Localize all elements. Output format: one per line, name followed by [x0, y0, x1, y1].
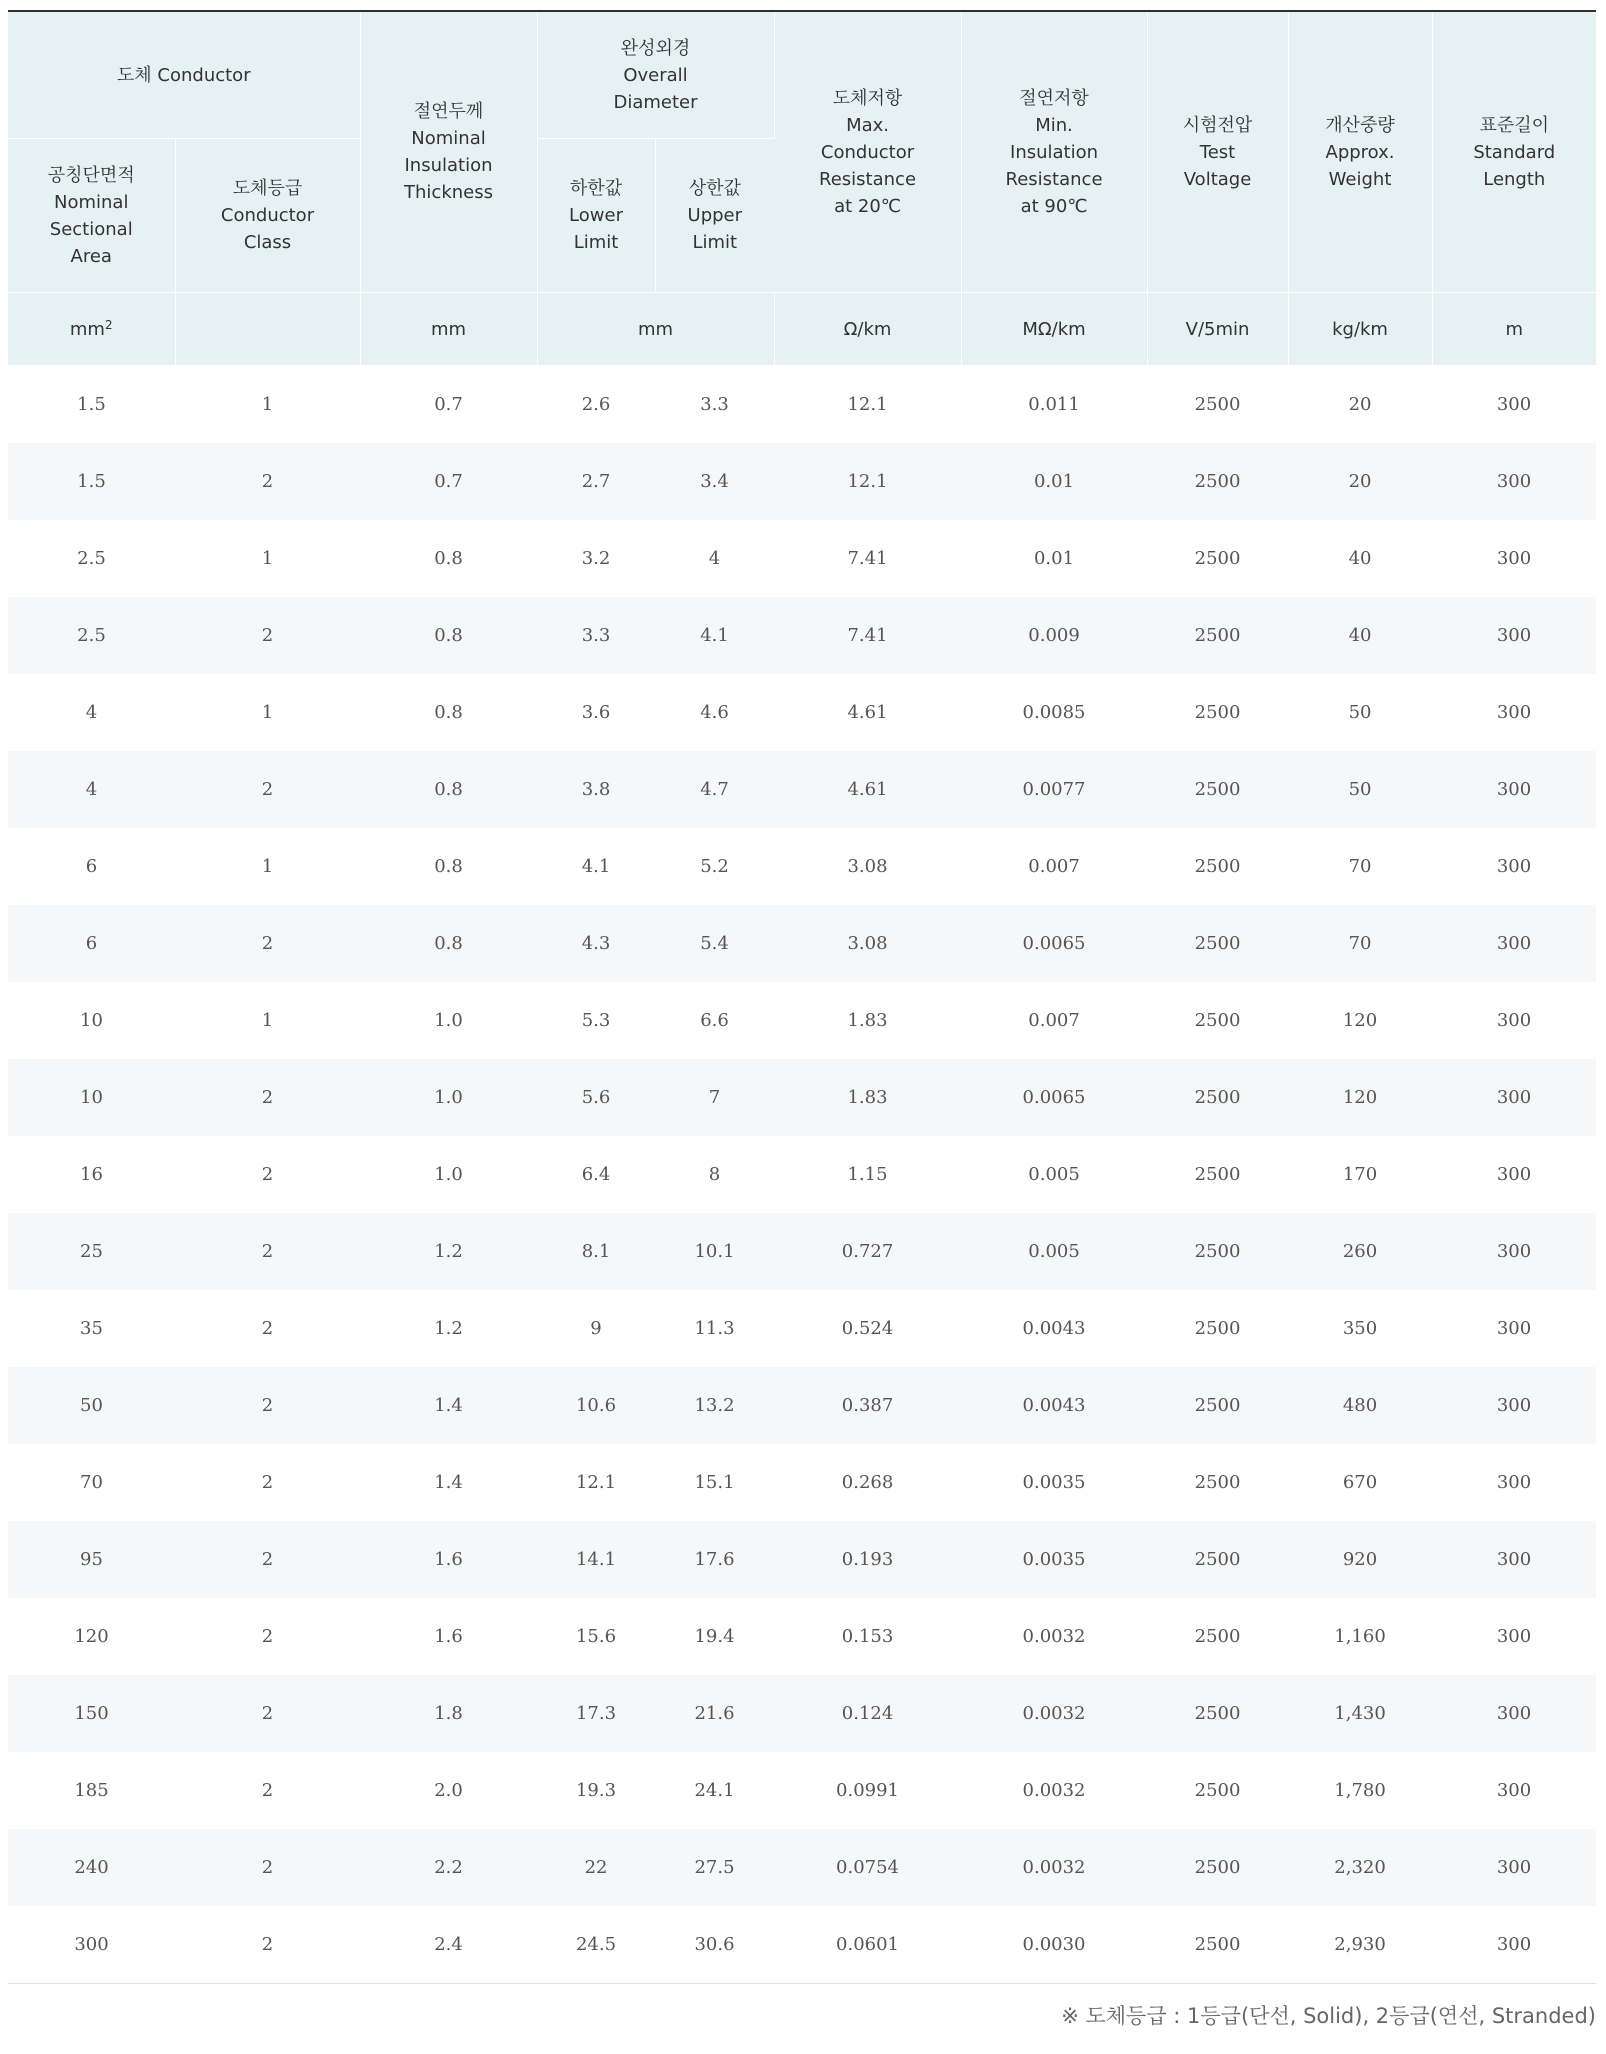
table-row	[8, 1136, 1596, 1213]
table-cell: 0.124	[774, 1675, 961, 1752]
table-cell: 2500	[1194, 1164, 1241, 1185]
table-cell: 21.6	[655, 1675, 774, 1752]
unit-resistance: Ω/km	[774, 293, 961, 366]
table-cell: 2	[175, 1367, 360, 1444]
table-cell: 1.83	[774, 1059, 961, 1136]
table-cell: 3.08	[847, 856, 888, 877]
table-cell: 3.3	[700, 394, 729, 415]
table-cell: 1.5	[8, 443, 175, 520]
table-cell: 2.5	[77, 548, 106, 569]
table-row	[8, 1290, 1596, 1367]
table-cell: 10.6	[537, 1367, 655, 1444]
table-cell: 120	[1288, 1059, 1432, 1136]
table-cell: 4.1	[581, 856, 611, 877]
table-cell: 7.41	[774, 597, 961, 674]
unit-weight: kg/km	[1288, 293, 1432, 366]
table-cell: 0.0032	[961, 1829, 1147, 1906]
table-cell: 20	[1288, 443, 1432, 520]
table-cell: 3.6	[581, 702, 611, 723]
table-cell: 2	[261, 1472, 274, 1493]
table-cell: 0.0032	[961, 1675, 1147, 1752]
table-cell: 22	[537, 1829, 655, 1906]
table-cell: 300	[1496, 856, 1532, 877]
table-cell: 2	[175, 905, 360, 982]
table-cell: 300	[1432, 1675, 1596, 1752]
table-cell: 0.8	[434, 856, 463, 877]
table-cell: 6.6	[700, 1010, 729, 1031]
table-cell: 920	[1288, 1521, 1432, 1598]
table-cell: 300	[1432, 597, 1596, 674]
table-cell: 2500	[1194, 1626, 1241, 1647]
table-cell: 70	[80, 1472, 103, 1493]
table-cell: 0.007	[1028, 1010, 1080, 1031]
table-row	[8, 1521, 1596, 1598]
table-cell: 1.15	[847, 1164, 888, 1185]
table-cell: 300	[1432, 1059, 1596, 1136]
table-cell: 2500	[1194, 548, 1241, 569]
table-cell: 10	[8, 1059, 175, 1136]
header-test-voltage: 시험전압 Test Voltage	[1147, 11, 1288, 293]
table-cell: 1,780	[1334, 1780, 1386, 1801]
unit-length: m	[1432, 293, 1596, 366]
table-cell: 0.8	[434, 548, 463, 569]
table-cell: 12.1	[774, 443, 961, 520]
unit-diameter: mm	[537, 293, 774, 366]
table-cell: 0.727	[774, 1213, 961, 1290]
header-standard-length: 표준길이 Standard Length	[1432, 11, 1596, 293]
table-row	[8, 597, 1596, 674]
table-cell: 2500	[1194, 1318, 1241, 1339]
table-cell: 1.2	[434, 1318, 463, 1339]
table-cell: 16	[80, 1164, 103, 1185]
table-row	[8, 1444, 1596, 1521]
table-cell: 3.08	[774, 905, 961, 982]
unit-insulation-resistance: MΩ/km	[961, 293, 1147, 366]
table-cell: 0.0754	[774, 1829, 961, 1906]
table-cell: 30.6	[655, 1906, 774, 1984]
header-overall-diameter: 완성외경 Overall Diameter	[537, 11, 774, 139]
table-row	[8, 1906, 1596, 1984]
table-cell: 4.61	[774, 751, 961, 828]
table-cell: 17.3	[537, 1675, 655, 1752]
table-cell: 0.0043	[961, 1367, 1147, 1444]
table-cell: 0.0032	[1022, 1626, 1086, 1647]
table-cell: 7.41	[847, 548, 888, 569]
table-cell: 0.0043	[1022, 1318, 1086, 1339]
table-cell: 4.1	[655, 597, 774, 674]
table-cell: 185	[74, 1780, 109, 1801]
table-cell: 2.0	[434, 1780, 463, 1801]
table-cell: 4	[85, 702, 98, 723]
table-cell: 35	[80, 1318, 103, 1339]
table-row	[8, 982, 1596, 1059]
table-cell: 70	[1348, 856, 1372, 877]
table-cell: 2500	[1194, 1010, 1241, 1031]
table-cell: 300	[1496, 1626, 1532, 1647]
table-cell: 0.524	[841, 1318, 894, 1339]
table-cell: 2500	[1147, 597, 1288, 674]
table-cell: 0.0065	[961, 1059, 1147, 1136]
table-cell: 2	[261, 1164, 274, 1185]
header-nominal-area: 공칭단면적 Nominal Sectional Area	[8, 139, 175, 293]
table-cell: 300	[1432, 1521, 1596, 1598]
table-cell: 300	[1496, 702, 1532, 723]
table-cell: 300	[1432, 1367, 1596, 1444]
table-cell: 2500	[1147, 1213, 1288, 1290]
unit-voltage: V/5min	[1147, 293, 1288, 366]
table-cell: 0.7	[360, 443, 537, 520]
table-cell: 2500	[1147, 751, 1288, 828]
table-cell: 5.6	[537, 1059, 655, 1136]
table-cell: 1.0	[360, 1059, 537, 1136]
table-cell: 19.3	[575, 1780, 617, 1801]
table-cell: 3.8	[537, 751, 655, 828]
table-cell: 670	[1342, 1472, 1378, 1493]
table-cell: 1.6	[360, 1521, 537, 1598]
table-cell: 4	[708, 548, 721, 569]
table-cell: 1.2	[360, 1213, 537, 1290]
table-cell: 5.4	[655, 905, 774, 982]
table-cell: 300	[1496, 1318, 1532, 1339]
header-approx-weight: 개산중량 Approx. Weight	[1288, 11, 1432, 293]
table-cell: 6	[85, 856, 98, 877]
header-lower-limit: 하한값 Lower Limit	[537, 139, 655, 293]
cable-spec-table	[8, 10, 1596, 1984]
table-cell: 4	[8, 751, 175, 828]
table-cell: 0.01	[1033, 548, 1075, 569]
table-cell: 1	[261, 702, 274, 723]
table-cell: 20	[1348, 394, 1372, 415]
unit-area: $mm^2$	[8, 293, 175, 366]
table-cell: 2	[261, 1626, 274, 1647]
table-cell: 10.1	[655, 1213, 774, 1290]
table-cell: 0.0077	[961, 751, 1147, 828]
table-row	[8, 751, 1596, 828]
table-cell: 1.4	[360, 1367, 537, 1444]
table-cell: 1.4	[434, 1472, 463, 1493]
table-cell: 2.6	[581, 394, 611, 415]
table-cell: 0.005	[1028, 1164, 1080, 1185]
table-row	[8, 674, 1596, 751]
header-conductor: 도체 Conductor	[8, 11, 360, 139]
table-cell: 0.0085	[1022, 702, 1086, 723]
table-cell: 0.8	[360, 905, 537, 982]
table-cell: 2	[261, 1780, 274, 1801]
table-cell: 300	[1496, 1472, 1532, 1493]
table-cell: 2	[175, 1906, 360, 1984]
table-cell: 2500	[1147, 1521, 1288, 1598]
table-cell: 0.0991	[836, 1780, 900, 1801]
table-row	[8, 520, 1596, 597]
table-row	[8, 1213, 1596, 1290]
table-cell: 3.3	[537, 597, 655, 674]
table-cell: 50	[8, 1367, 175, 1444]
table-row	[8, 443, 1596, 520]
table-cell: 12.1	[847, 394, 888, 415]
table-cell: 2500	[1194, 394, 1241, 415]
table-cell: 0.8	[360, 751, 537, 828]
table-cell: 2500	[1147, 1059, 1288, 1136]
table-cell: 1.5	[77, 394, 106, 415]
table-cell: 300	[1496, 1164, 1532, 1185]
table-cell: 50	[1348, 702, 1372, 723]
table-cell: 1.0	[434, 1010, 463, 1031]
table-cell: 2.7	[537, 443, 655, 520]
table-cell: 19.4	[694, 1626, 735, 1647]
table-cell: 1.0	[434, 1164, 463, 1185]
table-cell: 4.7	[655, 751, 774, 828]
table-cell: 5.3	[581, 1010, 611, 1031]
table-cell: 17.6	[655, 1521, 774, 1598]
table-cell: 300	[1432, 443, 1596, 520]
table-cell: 2500	[1147, 1906, 1288, 1984]
table-cell: 95	[8, 1521, 175, 1598]
table-cell: 11.3	[694, 1318, 735, 1339]
table-cell: 350	[1342, 1318, 1378, 1339]
table-row	[8, 1598, 1596, 1675]
table-cell: 2.5	[8, 597, 175, 674]
table-cell: 6.4	[581, 1164, 611, 1185]
unit-insulation: mm	[360, 293, 537, 366]
table-cell: 13.2	[655, 1367, 774, 1444]
table-cell: 300	[1496, 548, 1532, 569]
table-cell: 40	[1288, 597, 1432, 674]
table-cell: 300	[8, 1906, 175, 1984]
table-cell: 9	[590, 1318, 602, 1339]
table-cell: 15.6	[575, 1626, 617, 1647]
table-cell: 240	[8, 1829, 175, 1906]
table-cell: 0.153	[841, 1626, 894, 1647]
table-body	[8, 366, 1596, 1984]
table-cell: 4.61	[847, 702, 888, 723]
header-insulation-resistance: 절연저항 Min. Insulation Resistance at 90℃	[961, 11, 1147, 293]
table-cell: 300	[1432, 1829, 1596, 1906]
table-cell: 300	[1432, 1213, 1596, 1290]
table-cell: 300	[1496, 1010, 1532, 1031]
table-cell: 5.2	[700, 856, 729, 877]
table-row	[8, 1829, 1596, 1906]
table-row	[8, 1752, 1596, 1829]
table-cell: 2500	[1194, 702, 1241, 723]
table-cell: 8.1	[537, 1213, 655, 1290]
table-cell: 2	[175, 1059, 360, 1136]
table-cell: 170	[1342, 1164, 1378, 1185]
table-cell: 0.8	[360, 597, 537, 674]
table-cell: 0.7	[434, 394, 463, 415]
table-cell: 2.2	[360, 1829, 537, 1906]
spec-table-container	[8, 10, 1596, 1984]
table-cell: 2	[175, 1213, 360, 1290]
table-row	[8, 828, 1596, 905]
table-cell: 4.6	[700, 702, 729, 723]
table-cell: 0.0065	[961, 905, 1147, 982]
table-cell: 1	[261, 394, 274, 415]
table-cell: 3.4	[655, 443, 774, 520]
table-cell: 2.4	[360, 1906, 537, 1984]
table-header	[8, 11, 1596, 366]
table-cell: 40	[1348, 548, 1372, 569]
table-cell: 480	[1288, 1367, 1432, 1444]
table-cell: 0.0032	[1022, 1780, 1086, 1801]
table-cell: 2500	[1194, 1780, 1241, 1801]
table-cell: 2	[175, 1521, 360, 1598]
table-cell: 0.01	[961, 443, 1147, 520]
table-row	[8, 366, 1596, 444]
table-cell: 300	[1432, 905, 1596, 982]
table-cell: 150	[8, 1675, 175, 1752]
table-cell: 2500	[1194, 856, 1241, 877]
table-cell: 2,320	[1288, 1829, 1432, 1906]
table-cell: 0.009	[961, 597, 1147, 674]
table-cell: 7	[655, 1059, 774, 1136]
table-cell: 24.5	[537, 1906, 655, 1984]
table-row	[8, 1059, 1596, 1136]
table-cell: 1	[261, 1010, 274, 1031]
table-cell: 0.0601	[774, 1906, 961, 1984]
table-cell: 0.268	[841, 1472, 894, 1493]
table-cell: 27.5	[655, 1829, 774, 1906]
table-cell: 1	[261, 856, 274, 877]
table-cell: 0.193	[774, 1521, 961, 1598]
table-cell: 10	[80, 1010, 103, 1031]
table-cell: 300	[1432, 751, 1596, 828]
table-cell: 1	[261, 548, 274, 569]
table-cell: 0.005	[961, 1213, 1147, 1290]
table-cell: 2	[261, 1318, 274, 1339]
table-cell: 50	[1288, 751, 1432, 828]
table-cell: 2500	[1147, 1829, 1288, 1906]
table-row	[8, 1675, 1596, 1752]
table-cell: 300	[1432, 1906, 1596, 1984]
table-cell: 6	[8, 905, 175, 982]
table-row	[8, 1367, 1596, 1444]
table-cell: 0.011	[1028, 394, 1080, 415]
header-conductor-resistance: 도체저항 Max. Conductor Resistance at 20℃	[774, 11, 961, 293]
table-cell: 2500	[1147, 905, 1288, 982]
table-cell: 0.0035	[961, 1521, 1147, 1598]
table-cell: 1,430	[1288, 1675, 1432, 1752]
table-cell: 24.1	[694, 1780, 735, 1801]
table-cell: 1.6	[434, 1626, 463, 1647]
table-cell: 0.387	[774, 1367, 961, 1444]
table-cell: 2500	[1147, 443, 1288, 520]
table-cell: 3.2	[581, 548, 611, 569]
table-cell: 15.1	[694, 1472, 735, 1493]
table-cell: 120	[1342, 1010, 1378, 1031]
table-cell: 0.007	[1028, 856, 1080, 877]
table-cell: 4.3	[537, 905, 655, 982]
table-cell: 2500	[1147, 1675, 1288, 1752]
table-cell: 14.1	[537, 1521, 655, 1598]
table-cell: 0.0035	[1022, 1472, 1086, 1493]
table-cell: 2	[175, 1829, 360, 1906]
conductor-class-note: ※ 도체등급 : 1등급(단선, Solid), 2등급(연선, Stranded)	[1061, 2004, 1596, 2028]
header-insulation-thickness: 절연두께 Nominal Insulation Thickness	[360, 11, 537, 293]
table-cell: 2500	[1147, 1367, 1288, 1444]
table-cell: 12.1	[575, 1472, 617, 1493]
table-cell: 70	[1288, 905, 1432, 982]
table-cell: 2,930	[1288, 1906, 1432, 1984]
table-cell: 260	[1288, 1213, 1432, 1290]
header-conductor-class: 도체등급 Conductor Class	[175, 139, 360, 293]
table-cell: 2	[175, 443, 360, 520]
unit-class	[175, 293, 360, 366]
table-cell: 1,160	[1334, 1626, 1386, 1647]
table-cell: 2	[175, 1675, 360, 1752]
table-cell: 2	[175, 597, 360, 674]
table-cell: 0.0030	[961, 1906, 1147, 1984]
table-row	[8, 905, 1596, 982]
table-cell: 25	[8, 1213, 175, 1290]
table-cell: 120	[74, 1626, 109, 1647]
table-cell: 2500	[1194, 1472, 1241, 1493]
table-cell: 300	[1496, 1780, 1532, 1801]
table-cell: 8	[708, 1164, 721, 1185]
header-upper-limit: 상한값 Upper Limit	[655, 139, 774, 293]
table-cell: 0.8	[434, 702, 463, 723]
table-cell: 2	[175, 751, 360, 828]
table-cell: 1.83	[847, 1010, 888, 1031]
table-cell: 1.8	[360, 1675, 537, 1752]
table-cell: 300	[1496, 394, 1532, 415]
